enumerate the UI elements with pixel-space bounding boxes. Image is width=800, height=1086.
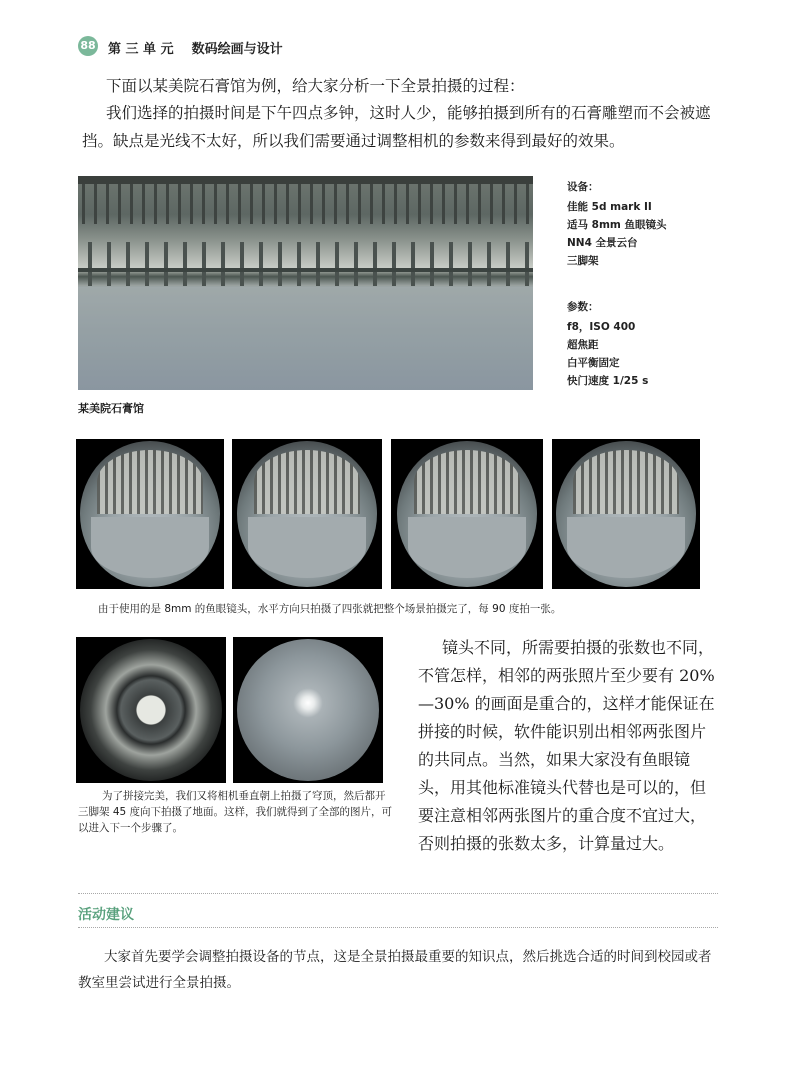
fisheye-photo-3 xyxy=(391,439,543,589)
pano-pillar xyxy=(142,184,145,224)
pano-pillar xyxy=(478,184,481,224)
fisheye-caption: 由于使用的是 8mm 的鱼眼镜头，水平方向只拍摄了四张就把整个场景拍摄完了，每 90 度拍一张。 xyxy=(98,603,562,615)
fisheye-photo-2 xyxy=(232,439,382,589)
pano-pillar xyxy=(286,184,289,224)
panorama-illustration xyxy=(78,176,533,390)
pano-pillar xyxy=(418,184,421,224)
pano-column xyxy=(411,242,415,286)
equipment-list xyxy=(567,178,667,270)
pano-column xyxy=(354,242,358,286)
pano-pillar xyxy=(226,184,229,224)
intro-line: 下面以某美院石膏馆为例，给大家分析一下全景拍摄的过程： xyxy=(106,77,525,95)
pano-pillar xyxy=(370,184,373,224)
pano-pillar xyxy=(202,184,205,224)
intro-paragraph: 我们选择的拍摄时间是下午四点多钟，这时人少，能够拍摄到所有的石膏雕塑而不会被遮挡。缺点是光线不太好，所以我们需要通过调整相机的参数来得到最好的效果。 xyxy=(82,104,711,150)
pano-column xyxy=(506,242,510,286)
parameter-item: 白平衡固定 xyxy=(567,357,620,369)
pano-column xyxy=(316,242,320,286)
pano-pillar xyxy=(358,184,361,224)
overlap-explanation: 镜头不同，所需要拍摄的张数也不同，不管怎样，相邻的两张照片至少要有 20%—30% 的画面是重合的，这样才能保证在拼接的时候，软件能识别出相邻两张图片的共同点。当然，如果大家没有鱼眼镜头，用其他标准镜头代替也是可以的，但要注意相邻两张图片的重合度不宜过大，否则拍摄的张数太多，计算量过大。 xyxy=(418,638,715,853)
page-number-badge: 88 xyxy=(78,36,98,56)
parameter-item: f8，ISO 400 xyxy=(567,321,636,333)
pano-pillar xyxy=(490,184,493,224)
chapter-header: 第 三 单 元 数码绘画与设计 xyxy=(108,42,283,57)
parameter-list xyxy=(567,298,648,390)
pano-column xyxy=(221,242,225,286)
divider-mid xyxy=(78,927,718,928)
pano-pillar xyxy=(406,184,409,224)
pano-pillar xyxy=(106,184,109,224)
parameter-item: 快门速度 1/25 s xyxy=(567,375,649,387)
panorama-caption: 某美院石膏馆 xyxy=(78,402,144,415)
pano-pillar xyxy=(118,184,121,224)
ceiling-ground-caption: 为了拼接完美，我们又将相机垂直朝上拍摄了穹顶，然后都开三脚架 45 度向下拍摄了地面。这样，我们就得到了全部的图片，可以进入下一个步骤了。 xyxy=(78,790,393,834)
pano-column xyxy=(430,242,434,286)
activity-text: 大家首先要学会调整拍摄设备的节点，这是全景拍摄最重要的知识点，然后挑选合适的时间到校园或者教室里尝试进行全景拍摄。 xyxy=(78,949,712,991)
pano-pillar xyxy=(526,184,529,224)
pano-pillar xyxy=(250,184,253,224)
equipment-title: 设备： xyxy=(567,181,599,193)
activity-title: 活动建议 xyxy=(78,907,134,923)
pano-column xyxy=(202,242,206,286)
panorama-photo xyxy=(78,176,533,390)
pano-pillar xyxy=(466,184,469,224)
pano-column xyxy=(468,242,472,286)
equipment-item: 三脚架 xyxy=(567,255,599,267)
pano-column xyxy=(392,242,396,286)
equipment-item: NN4 全景云台 xyxy=(567,237,638,249)
pano-pillar xyxy=(298,184,301,224)
fisheye-photo-4 xyxy=(552,439,700,589)
pano-pillar xyxy=(394,184,397,224)
equipment-item: 佳能 5d mark II xyxy=(567,201,652,213)
pano-pillar xyxy=(430,184,433,224)
pano-column xyxy=(373,242,377,286)
pano-pillar xyxy=(262,184,265,224)
pano-column xyxy=(145,242,149,286)
pano-pillar xyxy=(190,184,193,224)
pano-column xyxy=(297,242,301,286)
pano-column xyxy=(335,242,339,286)
pano-pillar xyxy=(310,184,313,224)
pano-pillar xyxy=(502,184,505,224)
pano-pillar xyxy=(346,184,349,224)
pano-pillar xyxy=(166,184,169,224)
pano-pillar xyxy=(178,184,181,224)
pano-pillar xyxy=(154,184,157,224)
pano-column xyxy=(107,242,111,286)
pano-pillar xyxy=(322,184,325,224)
pano-column xyxy=(487,242,491,286)
pano-pillar xyxy=(454,184,457,224)
pano-pillar xyxy=(514,184,517,224)
pano-column xyxy=(183,242,187,286)
parameters-title: 参数： xyxy=(567,301,599,313)
pano-pillar xyxy=(274,184,277,224)
ground-photo xyxy=(233,637,383,783)
pano-pillar xyxy=(334,184,337,224)
equipment-item: 适马 8mm 鱼眼镜头 xyxy=(567,219,667,231)
pano-column xyxy=(278,242,282,286)
divider-top xyxy=(78,893,718,894)
pano-pillar xyxy=(94,184,97,224)
pano-column xyxy=(164,242,168,286)
pano-pillar xyxy=(382,184,385,224)
ceiling-photo xyxy=(76,637,226,783)
fisheye-photo-1 xyxy=(76,439,224,589)
pano-column xyxy=(449,242,453,286)
pano-pillar xyxy=(214,184,217,224)
pano-pillar xyxy=(442,184,445,224)
pano-column xyxy=(525,242,529,286)
pano-pillar xyxy=(82,184,85,224)
pano-column xyxy=(240,242,244,286)
pano-column xyxy=(259,242,263,286)
pano-column xyxy=(88,242,92,286)
pano-pillar xyxy=(238,184,241,224)
pano-pillar xyxy=(130,184,133,224)
parameter-item: 超焦距 xyxy=(567,339,599,351)
pano-column xyxy=(126,242,130,286)
